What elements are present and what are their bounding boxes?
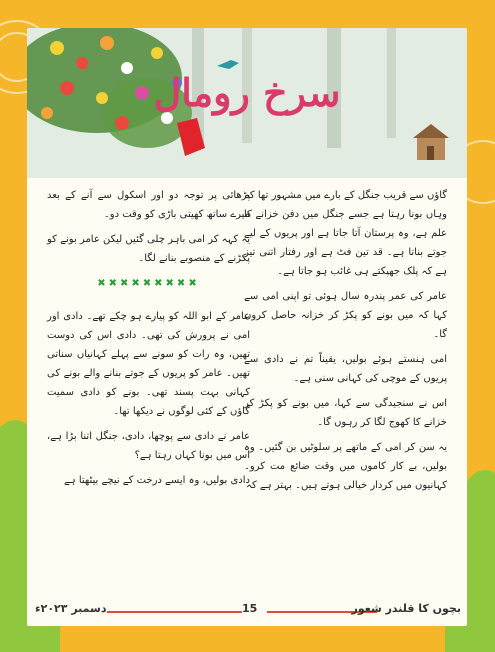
right-column xyxy=(244,186,447,501)
left-column xyxy=(47,186,250,496)
section-separator: ✖✖✖✖✖✖✖✖✖ xyxy=(97,278,200,289)
footer-rule xyxy=(107,611,242,613)
paragraph: عامر نے دادی سے پوچھا، دادی، جنگل اتنا بڑا ہے، اس میں بونا کہاں رہتا ہے؟ xyxy=(47,431,250,461)
paragraph: گاؤں سے قریب جنگل کے بارے میں مشہور تھا کہ وہاں بونا رہتا ہے جسے جنگل میں دفن خزانے کا علم ہے، وہ پرستان آتا جاتا ہے اور پریوں کے لیے جوتے بناتا ہے۔ قد تین فٹ ہے اور رفتار اتنی تیز ہے کہ پلک جھپکتے ہی غائب ہو جاتا ہے۔ xyxy=(244,190,447,277)
page-number: 15 xyxy=(242,602,258,615)
paragraph: یہ سن کر امی کے ماتھے پر سلوٹیں بن گئیں۔ وہ بولیں، بے کار کاموں میں وقت ضائع مت کرو۔ کہانیوں میں کردار خیالی ہوتے ہیں۔ بہتر ہے کہ xyxy=(244,442,447,491)
paragraph: پڑھائی پر توجہ دو اور اسکول سے آنے کے بعد میرے ساتھ کھیتی باڑی کو وقت دو۔ xyxy=(47,190,250,220)
magazine-name: بچوں کا قلندر شعور xyxy=(351,602,461,615)
paragraph: عامر کی عمر پندرہ سال ہوئی تو اپنی امی سے کہا کہ میں بونے کو پکڑ کر خزانہ حاصل کروں گا۔ xyxy=(244,291,447,340)
paragraph: دادی بولیں، وہ ایسے درخت کے نیچے بیٹھتا ہے xyxy=(63,475,250,486)
paragraph: اس نے سنجیدگی سے کہا، میں بونے کو پکڑ کر خزانے کا کھوج لگا کر رہوں گا۔ xyxy=(244,398,447,428)
paragraph: امی ہنستے ہوئے بولیں، یقیناً تم نے دادی سے پریوں کے موچی کی کہانی سنی ہے۔ xyxy=(244,354,447,384)
content-panel xyxy=(27,28,467,626)
paragraph: یہ کہہ کر امی باہر چلی گئیں لیکن عامر بونے کو پکڑنے کے منصوبے بنانے لگا۔ xyxy=(47,234,250,264)
paragraph: عامر کے ابو اللہ کو پیارے ہو چکے تھے۔ دادی اور امی نے پرورش کی تھی۔ دادی اس کی دوست تھیں، وہ رات کو سونے سے پہلے کہانیاں سناتی تھیں۔ عامر کو پریوں کے جوتے بنانے والے بونے کی کہانی بہت پسند تھی۔ بونے کو دادی سمیت گاؤں کے کئی لوگوں نے دیکھا تھا۔ xyxy=(47,311,250,417)
issue-date: دسمبر ۲۰۲۳ء xyxy=(35,602,107,615)
hero-illustration xyxy=(27,28,467,178)
story-title: سرخ رومال xyxy=(153,70,341,115)
page-footer xyxy=(27,599,467,623)
